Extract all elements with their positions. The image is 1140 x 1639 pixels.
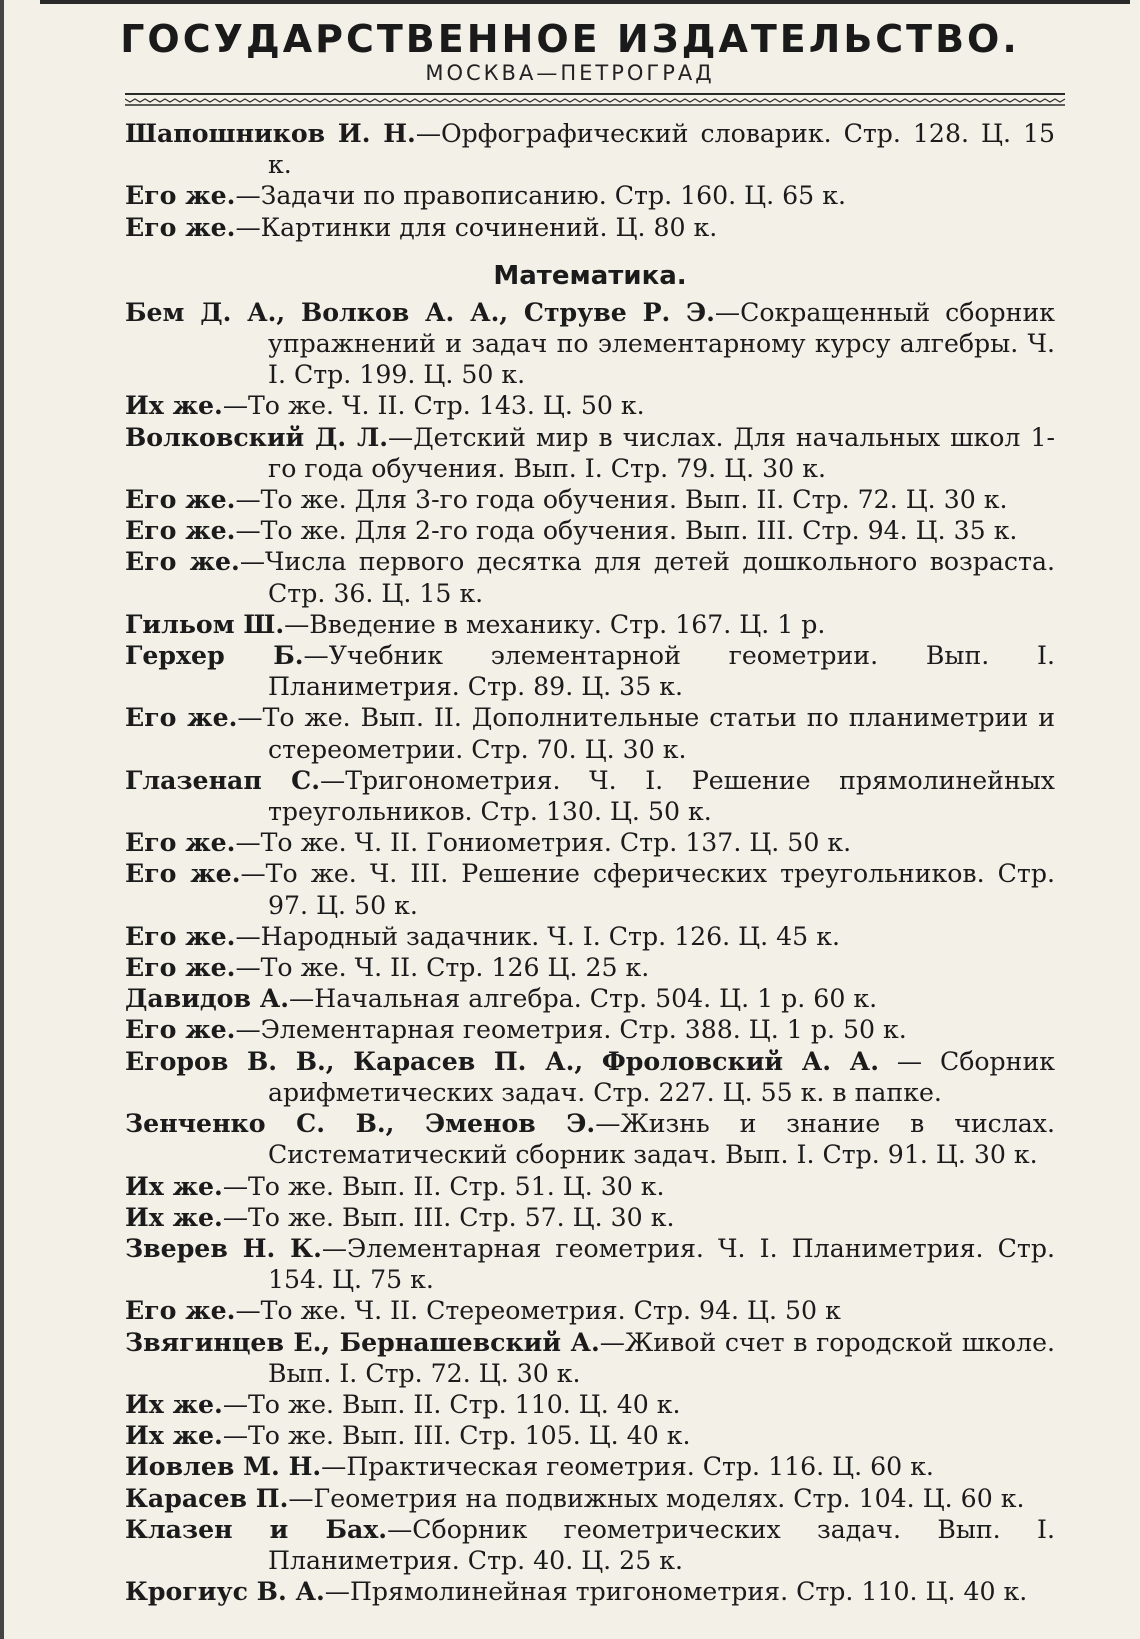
entry-text: —Сборник геометрических задач. Вып. I. Планиметрия. Стр. 40. Ц. 25 к. bbox=[268, 1514, 1055, 1575]
catalog-entry bbox=[125, 297, 1055, 391]
intro-entry-list bbox=[125, 118, 1055, 243]
entry-author: Крогиус В. А. bbox=[125, 1576, 325, 1607]
entry-author: Его же. bbox=[125, 827, 236, 858]
entry-text: —Практическая геометрия. Стр. 116. Ц. 60 к. bbox=[321, 1452, 934, 1482]
entry-author: Клазен и Бах. bbox=[125, 1513, 388, 1544]
entry-author: Зверев Н. К. bbox=[125, 1232, 322, 1263]
entry-author: Их же. bbox=[125, 1420, 223, 1451]
entry-author: Иовлев М. Н. bbox=[125, 1451, 322, 1482]
catalog-entry bbox=[125, 1108, 1055, 1170]
entry-text: —То же. Ч. II. Стереометрия. Стр. 94. Ц. 50 к bbox=[235, 1296, 841, 1326]
entry-text: —Начальная алгебра. Стр. 504. Ц. 1 р. 60 к. bbox=[289, 984, 878, 1014]
entry-text: —Геометрия на подвижных моделях. Стр. 104. Ц. 60 к. bbox=[288, 1483, 1025, 1513]
entry-author: Гильом Ш. bbox=[125, 608, 285, 639]
entry-author: Карасев П. bbox=[125, 1482, 289, 1513]
entry-author: Герхер Б. bbox=[125, 640, 304, 671]
entry-text: —Введение в механику. Стр. 167. Ц. 1 р. bbox=[284, 609, 826, 639]
entry-text: —Прямолинейная тригонометрия. Стр. 110. Ц. 40 к. bbox=[324, 1577, 1028, 1607]
catalog-entries bbox=[125, 118, 1055, 1607]
entry-author: Его же. bbox=[125, 1295, 236, 1326]
entry-text: —То же. Вып. II. Стр. 110. Ц. 40 к. bbox=[222, 1389, 681, 1419]
entry-text: —Элементарная геометрия. Стр. 388. Ц. 1 р. 50 к. bbox=[235, 1015, 907, 1045]
catalog-entry bbox=[125, 1451, 1055, 1482]
section-title: Математика. bbox=[493, 260, 687, 291]
catalog-entry bbox=[125, 640, 1055, 702]
entry-author: Глазенап С. bbox=[125, 764, 320, 795]
entry-text: —Живой счет в городской школе. Вып. I. Стр. 72. Ц. 30 к. bbox=[268, 1327, 1056, 1388]
catalog-entry bbox=[125, 1046, 1055, 1108]
entry-author: Его же. bbox=[125, 484, 236, 515]
catalog-entry bbox=[125, 702, 1055, 764]
entry-text: —То же. Ч. III. Решение сферических треугольников. Стр. 97. Ц. 50 к. bbox=[240, 859, 1055, 920]
entry-author: Егоров В. В., Карасев П. А., Фроловский А. А. bbox=[125, 1045, 879, 1076]
entry-author: Его же. bbox=[125, 546, 240, 577]
catalog-entry bbox=[125, 515, 1055, 546]
entry-author: Его же. bbox=[125, 702, 238, 733]
catalog-entry bbox=[125, 118, 1055, 180]
catalog-entry bbox=[125, 390, 1055, 421]
entry-author: Бем Д. А., Волков А. А., Струве Р. Э. bbox=[125, 296, 715, 327]
catalog-entry bbox=[125, 422, 1055, 484]
entry-text: —Народный задачник. Ч. I. Стр. 126. Ц. 45 к. bbox=[235, 921, 840, 951]
entry-text: —То же. Ч. II. Стр. 126 Ц. 25 к. bbox=[235, 953, 650, 983]
entry-author: Шапошников И. Н. bbox=[125, 118, 416, 148]
catalog-entry bbox=[125, 212, 1055, 243]
publisher-city: МОСКВА—ПЕТРОГРАД bbox=[425, 61, 715, 85]
entry-author: Давидов А. bbox=[125, 983, 290, 1014]
entry-author: Их же. bbox=[125, 1170, 223, 1201]
entry-text: —То же. Для 3-го года обучения. Вып. II. Стр. 72. Ц. 30 к. bbox=[235, 485, 1008, 515]
catalog-entry bbox=[125, 1420, 1055, 1451]
entry-author: Их же. bbox=[125, 390, 223, 421]
entry-text: —Картинки для сочинений. Ц. 80 к. bbox=[235, 212, 718, 242]
entry-text: —Сокращенный сборник упражнений и задач по элементарному курсу алгебры. Ч. I. Стр. 199. Ц. 50 к. bbox=[268, 297, 1055, 390]
entry-text: —То же. Ч. II. Стр. 143. Ц. 50 к. bbox=[222, 391, 645, 421]
catalog-entry bbox=[125, 1202, 1055, 1233]
entry-author: Их же. bbox=[125, 1388, 223, 1419]
entry-text: —То же. Вып. II. Стр. 51. Ц. 30 к. bbox=[222, 1171, 665, 1201]
entry-text: —Числа первого десятка для детей дошкольного возраста. Стр. 36. Ц. 15 к. bbox=[239, 547, 1056, 608]
entry-text: — Сборник арифметических задач. Стр. 227. Ц. 55 к. в папке. bbox=[268, 1046, 1055, 1107]
left-border-line bbox=[0, 0, 4, 1639]
entry-text: —Задачи по правописанию. Стр. 160. Ц. 65 к. bbox=[235, 181, 846, 211]
catalog-entry bbox=[125, 609, 1055, 640]
entry-text: —Тригонометрия. Ч. I. Решение прямолинейных треугольников. Стр. 130. Ц. 50 к. bbox=[268, 765, 1055, 827]
entry-text: —То же. Для 2-го года обучения. Вып. III. Стр. 94. Ц. 35 к. bbox=[235, 516, 1018, 546]
entry-text: —То же. Вып. II. Дополнительные статьи по планиметрии и стереометрии. Стр. 70. Ц. 30 к. bbox=[237, 703, 1055, 764]
entry-author: Волковский Д. Л. bbox=[125, 421, 388, 452]
wavy-rule-ornament bbox=[125, 92, 1065, 106]
catalog-entry bbox=[125, 1483, 1055, 1514]
entry-text: —То же. Вып. III. Стр. 57. Ц. 30 к. bbox=[222, 1202, 675, 1232]
entry-text: —Учебник элементарной геометрии. Вып. I. Планиметрия. Стр. 89. Ц. 35 к. bbox=[268, 641, 1055, 702]
catalog-entry bbox=[125, 484, 1055, 515]
entry-author: Его же. bbox=[125, 952, 236, 983]
catalog-entry bbox=[125, 1327, 1055, 1389]
catalog-entry bbox=[125, 858, 1055, 920]
top-border-line bbox=[40, 0, 1130, 4]
publisher-title: ГОСУДАРСТВЕННОЕ ИЗДАТЕЛЬСТВО. bbox=[120, 17, 1020, 61]
entry-text: —То же. Ч. II. Гониометрия. Стр. 137. Ц. 50 к. bbox=[235, 828, 852, 858]
section-entry-list bbox=[125, 297, 1055, 1608]
entry-text: —Жизнь и знание в числах. Систематический сборник задач. Вып. I. Стр. 91. Ц. 30 к. bbox=[268, 1109, 1055, 1170]
catalog-entry bbox=[125, 1295, 1055, 1326]
entry-author: Их же. bbox=[125, 1201, 223, 1232]
catalog-entry bbox=[125, 180, 1055, 211]
entry-author: Зенченко С. В., Эменов Э. bbox=[125, 1108, 596, 1139]
entry-text: —Орфографический словарик. Стр. 128. Ц. 15 к. bbox=[268, 119, 1055, 180]
catalog-entry bbox=[125, 1576, 1055, 1607]
catalog-entry bbox=[125, 921, 1055, 952]
entry-text: —Детский мир в числах. Для начальных школ 1-го года обучения. Вып. I. Стр. 79. Ц. 30 к. bbox=[268, 422, 1055, 483]
catalog-entry bbox=[125, 1171, 1055, 1202]
entry-author: Его же. bbox=[125, 515, 236, 546]
entry-text: —То же. Вып. III. Стр. 105. Ц. 40 к. bbox=[222, 1421, 691, 1451]
page-header bbox=[0, 18, 1140, 86]
catalog-entry bbox=[125, 1014, 1055, 1045]
catalog-entry bbox=[125, 1514, 1055, 1576]
catalog-entry bbox=[125, 952, 1055, 983]
entry-author: Его же. bbox=[125, 180, 236, 211]
catalog-entry bbox=[125, 1233, 1055, 1295]
catalog-entry bbox=[125, 827, 1055, 858]
entry-author: Его же. bbox=[125, 858, 241, 889]
catalog-entry bbox=[125, 983, 1055, 1014]
entry-author: Его же. bbox=[125, 211, 236, 242]
entry-author: Его же. bbox=[125, 920, 236, 951]
catalog-entry bbox=[125, 1389, 1055, 1420]
catalog-entry bbox=[125, 546, 1055, 608]
entry-author: Звягинцев Е., Бернашевский А. bbox=[125, 1326, 600, 1357]
entry-author: Его же. bbox=[125, 1014, 236, 1045]
entry-text: —Элементарная геометрия. Ч. I. Планиметрия. Стр. 154. Ц. 75 к. bbox=[268, 1233, 1055, 1295]
catalog-entry bbox=[125, 765, 1055, 827]
